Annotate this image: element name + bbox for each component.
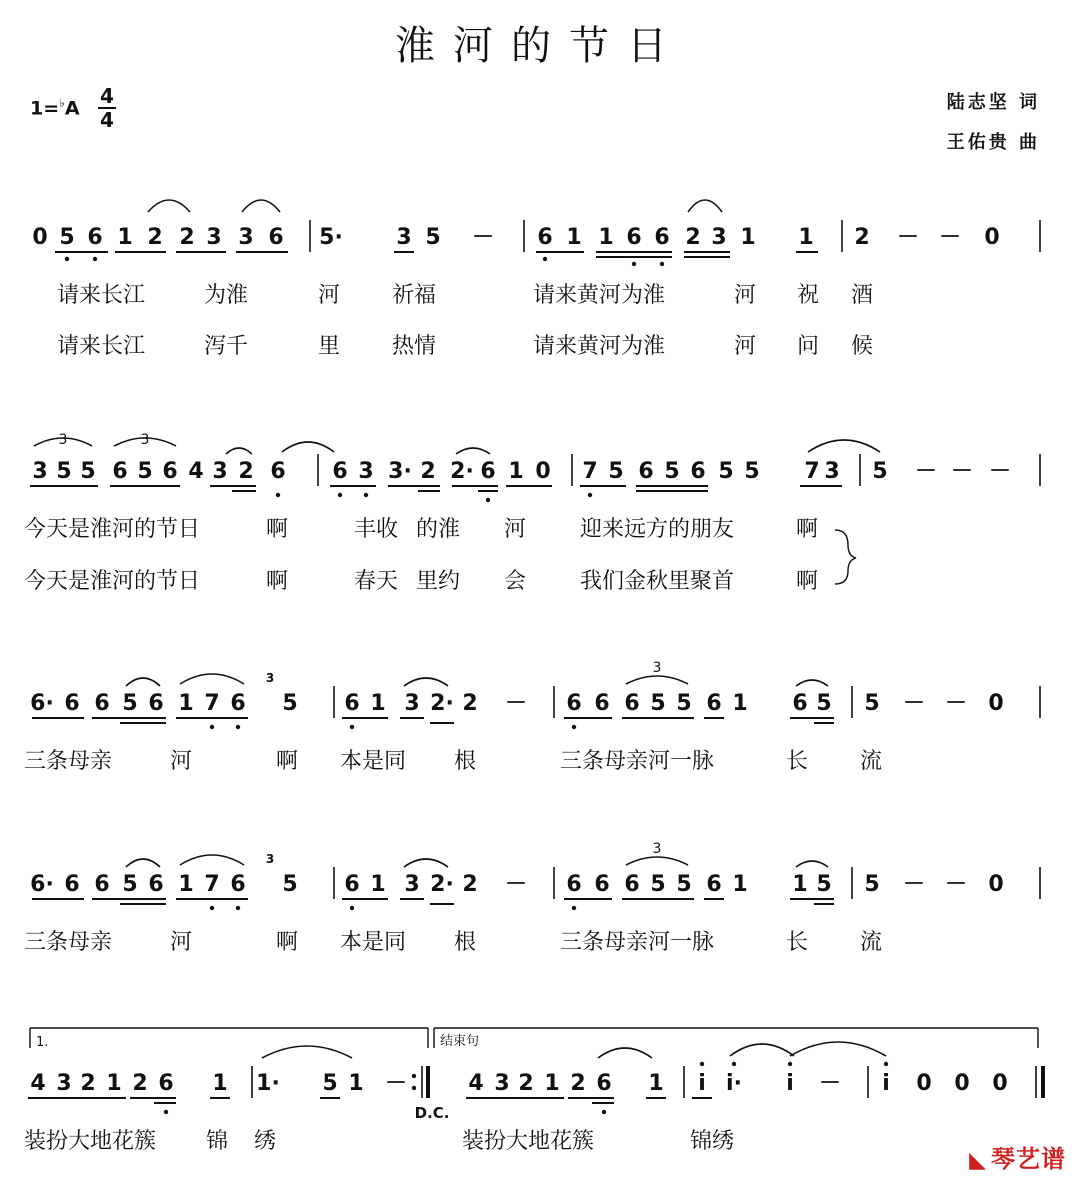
row5-m5-note: 0 <box>954 1071 970 1096</box>
row2-m1-note: 5 <box>56 459 72 484</box>
row5-m5-note: 0 <box>992 1071 1008 1096</box>
row3-m3-note: 6 <box>624 691 640 716</box>
row1-verse2-lyric: 请来长江 <box>57 334 146 359</box>
row4-lyrics-lyric: 本是同 <box>340 930 407 955</box>
row4-low-dot <box>350 906 354 910</box>
row1-m4-note: － <box>896 225 920 250</box>
row1-low-dot <box>632 262 636 266</box>
time-denominator: 4 <box>100 108 114 132</box>
row4-m1-note: 1 <box>178 872 194 897</box>
row3-m3-note: 6 <box>706 691 722 716</box>
row5-m3-note: 3 <box>494 1071 510 1096</box>
row4-m3-note: 6 <box>624 872 640 897</box>
logo-icon: ◣ <box>969 1148 987 1173</box>
row2-verse2-lyric: 我们金秋里聚首 <box>580 569 735 594</box>
row2-triplet-mark: 3 <box>58 432 68 448</box>
row4-m3-note: 6 <box>594 872 610 897</box>
row2-m1-note: 6 <box>270 459 286 484</box>
row1-m1-note: 2 <box>179 225 195 250</box>
row5-m1-note: 4 <box>30 1071 46 1096</box>
logo-text: 琴艺谱 <box>991 1145 1066 1173</box>
row4-m1-note: 6 <box>230 872 246 897</box>
row3-m1-note: 5 <box>282 691 298 716</box>
flat-sign: ♭ <box>59 96 65 110</box>
row3-m2-note: 6 <box>344 691 360 716</box>
row4-lyrics-lyric: 流 <box>860 930 883 955</box>
row5-m4-note: － <box>818 1071 842 1096</box>
row2-verse1-lyric: 啊 <box>266 517 289 542</box>
row2-m4-note: － <box>950 459 974 484</box>
row4-triplet-mark: 3 <box>652 841 662 857</box>
row2-verse1-lyric: 啊 <box>796 517 819 542</box>
row4-m3-note: 5 <box>676 872 692 897</box>
row3-m3-note: 6 <box>792 691 808 716</box>
row2-verse2-lyric: 啊 <box>796 569 819 594</box>
row2-m2-note: 0 <box>535 459 551 484</box>
row3-lyrics-lyric: 啊 <box>276 749 299 774</box>
row1-verse2-lyric: 热情 <box>392 334 437 359</box>
row4-m3-note: 1 <box>732 872 748 897</box>
row2-slur <box>456 448 490 454</box>
composer-credit: 王佑贵 曲 <box>946 132 1040 153</box>
row1-m1-note: 3 <box>206 225 222 250</box>
row1-m2-note: 5· <box>319 225 343 250</box>
row4-low-dot <box>210 906 214 910</box>
row1-m3-note: 1 <box>740 225 756 250</box>
row4-m4-note: － <box>902 872 926 897</box>
row2-m4-note: 5 <box>872 459 888 484</box>
row5-m2-note: － <box>384 1071 408 1096</box>
row3-slur <box>404 678 448 686</box>
row5-high-dot <box>732 1062 736 1066</box>
row2-m3-note: 7 <box>582 459 598 484</box>
row5-m3-note: 1 <box>544 1071 560 1096</box>
row1-m2-note: － <box>471 225 495 250</box>
row4-m2-note: 2 <box>462 872 478 897</box>
row3-m3-note: 5 <box>816 691 832 716</box>
row5-m3-note: 1 <box>648 1071 664 1096</box>
row3-m4-note: － <box>944 691 968 716</box>
row3-m4-note: － <box>902 691 926 716</box>
row5-high-dot <box>788 1062 792 1066</box>
row2-low-dot <box>588 493 592 497</box>
row1-verse1-lyric: 请来黄河为淮 <box>533 283 666 308</box>
key-tonic: A <box>64 97 80 120</box>
row4-m1-note: 7 <box>204 872 220 897</box>
row2-m3-note: 5 <box>744 459 760 484</box>
row2-m3-note: 5 <box>664 459 680 484</box>
row4-triplet-slur <box>626 857 688 865</box>
row2-m1-note: 6 <box>162 459 178 484</box>
row3-low-dot <box>350 725 354 729</box>
row2-m4-note: － <box>988 459 1012 484</box>
verse-brace <box>835 530 856 584</box>
row5-m1-note: 1 <box>106 1071 122 1096</box>
row4-m4-note: 0 <box>988 872 1004 897</box>
row3-lyrics-lyric: 河 <box>170 749 193 774</box>
row4-m3-note: 6 <box>706 872 722 897</box>
row1-m1-note: 1 <box>117 225 133 250</box>
row4-group <box>24 841 1040 955</box>
row5-lyrics-lyric: 锦绣 <box>690 1129 735 1154</box>
row2-m3-note: 6 <box>638 459 654 484</box>
row4-m1-note: 6 <box>64 872 80 897</box>
row3-low-dot <box>572 725 576 729</box>
row4-slur <box>126 859 160 867</box>
row4-lyrics-lyric: 三条母亲河一脉 <box>560 930 715 955</box>
row3-m4-note: 5 <box>864 691 880 716</box>
row2-slur <box>282 442 334 452</box>
row2-m4-note: － <box>914 459 938 484</box>
row1-verse1-lyric: 河 <box>734 283 757 308</box>
row3-lyrics-lyric: 三条母亲河一脉 <box>560 749 715 774</box>
row3-m3-note: 6 <box>594 691 610 716</box>
row1-verse2-lyric: 问 <box>797 334 820 359</box>
row5-high-dot <box>884 1062 888 1066</box>
song-title: 淮河的节日 <box>395 23 685 69</box>
row3-m1-note: 6 <box>94 691 110 716</box>
row3-lyrics-lyric: 长 <box>786 749 809 774</box>
row1-m1-note: 5 <box>59 225 75 250</box>
row5-m1-note: 2 <box>80 1071 96 1096</box>
row2-verse2-lyric: 里约 <box>416 569 461 594</box>
row4-m4-note: 5 <box>864 872 880 897</box>
row1-m1-note: 6 <box>268 225 284 250</box>
row5-slur <box>262 1046 352 1058</box>
row5-m4-note: i <box>786 1071 794 1096</box>
row1-verse1-lyric: 为淮 <box>204 283 249 308</box>
row5-m5-note: 0 <box>916 1071 932 1096</box>
row4-lyrics-lyric: 啊 <box>276 930 299 955</box>
row4-m3-note: 5 <box>650 872 666 897</box>
row3-slur <box>796 680 828 686</box>
row4-m3-note: 6 <box>566 872 582 897</box>
row1-m3-note: 6 <box>537 225 553 250</box>
row4-m3-note: 1 <box>792 872 808 897</box>
row5-lyrics-lyric: 装扮大地花簇 <box>462 1129 595 1154</box>
row1-m1-note: 6 <box>87 225 103 250</box>
row5-m3-note: 4 <box>468 1071 484 1096</box>
row3-triplet-mark: 3 <box>652 660 662 676</box>
row5-lyrics-lyric: 装扮大地花簇 <box>24 1129 157 1154</box>
row4-m2-note: 2· <box>430 872 454 897</box>
row1-verse1-lyric: 酒 <box>851 283 874 308</box>
row4-low-dot <box>572 906 576 910</box>
row1-verse2-lyric: 请来黄河为淮 <box>533 334 666 359</box>
row3-m3-note: 6 <box>566 691 582 716</box>
row2-m1-note: 3 <box>212 459 228 484</box>
row2-verse1-lyric: 今天是淮河的节日 <box>24 517 201 542</box>
row1-m1-note: 3 <box>238 225 254 250</box>
row3-m3-note: 1 <box>732 691 748 716</box>
row3-m1-note: 6 <box>230 691 246 716</box>
row2-low-dot <box>338 493 342 497</box>
row1-slur <box>242 200 280 212</box>
row5-m2-note: 1· <box>256 1071 280 1096</box>
row4-m1-note: 6 <box>148 872 164 897</box>
key-prefix: 1= <box>30 97 60 120</box>
row3-lyrics-lyric: 本是同 <box>340 749 407 774</box>
row1-low-dot <box>65 257 69 261</box>
row4-m2-note: 6 <box>344 872 360 897</box>
row2-m2-note: 3 <box>358 459 374 484</box>
row1-verse2-lyric: 河 <box>734 334 757 359</box>
row1-m3-note: 6 <box>654 225 670 250</box>
row1-verse2-lyric: 候 <box>851 334 874 359</box>
volta-2-label: 结束句 <box>440 1034 480 1049</box>
row1-verse1-lyric: 河 <box>318 283 341 308</box>
row2-m1-note: 2 <box>238 459 254 484</box>
row4-grace-note: 3 <box>265 852 275 866</box>
row2-m2-note: 3· <box>388 459 412 484</box>
row2-m3-note: 6 <box>690 459 706 484</box>
row3-m1-note: 6· <box>30 691 54 716</box>
row4-m2-note: 3 <box>404 872 420 897</box>
row5-low-dot <box>602 1110 606 1114</box>
row5-lyrics-lyric: 绣 <box>254 1129 277 1154</box>
row1-m3-note: 3 <box>711 225 727 250</box>
row2-low-dot <box>276 493 280 497</box>
row3-low-dot <box>236 725 240 729</box>
row3-grace-note: 3 <box>265 671 275 685</box>
row2-m2-note: 1 <box>508 459 524 484</box>
row2-low-dot <box>364 493 368 497</box>
row2-m2-note: 2 <box>420 459 436 484</box>
row5-m2-note: 5 <box>322 1071 338 1096</box>
row4-lyrics-lyric: 根 <box>454 930 477 955</box>
row3-m2-note: 3 <box>404 691 420 716</box>
row5-slur <box>790 1042 886 1056</box>
row4-m1-note: 5 <box>122 872 138 897</box>
row2-triplet-mark: 3 <box>140 432 150 448</box>
row1-slur <box>148 200 190 212</box>
row2-m1-note: 5 <box>80 459 96 484</box>
row1-m3-note: 1 <box>798 225 814 250</box>
row2-verse2-lyric: 春天 <box>354 569 399 594</box>
row5-m3-note: 2 <box>518 1071 534 1096</box>
row1-verse2-lyric: 里 <box>318 334 341 359</box>
row2-m3-note: 5 <box>718 459 734 484</box>
dc-marking: D.C. <box>414 1104 450 1122</box>
row5-m3-note: 6 <box>596 1071 612 1096</box>
row4-slur <box>404 859 448 867</box>
row5-high-dot <box>700 1062 704 1066</box>
row2-m3-note: 7 <box>804 459 820 484</box>
site-logo <box>969 1139 1066 1174</box>
row4-low-dot <box>236 906 240 910</box>
row1-verse1-lyric: 祝 <box>797 283 820 308</box>
row2-verse2-lyric: 会 <box>504 569 527 594</box>
row2-m2-note: 6 <box>480 459 496 484</box>
row1-low-dot <box>660 262 664 266</box>
row5-m1-note: 1 <box>212 1071 228 1096</box>
row5-m1-note: 3 <box>56 1071 72 1096</box>
row4-lyrics-lyric: 长 <box>786 930 809 955</box>
row4-slur <box>796 861 828 867</box>
row5-slur <box>598 1048 652 1058</box>
row3-m1-note: 6 <box>64 691 80 716</box>
row2-low-dot <box>486 498 490 502</box>
row2-m1-note: 5 <box>137 459 153 484</box>
row5-m2-note: 1 <box>348 1071 364 1096</box>
row3-m3-note: 5 <box>650 691 666 716</box>
row5-m1-note: 6 <box>158 1071 174 1096</box>
row4-slur <box>180 855 244 865</box>
row5-lyrics-lyric: 锦 <box>206 1129 229 1154</box>
row2-verse1-lyric: 的淮 <box>416 517 461 542</box>
row4-m2-note: － <box>504 872 528 897</box>
row1-m3-note: 1 <box>566 225 582 250</box>
row3-low-dot <box>210 725 214 729</box>
row3-m1-note: 1 <box>178 691 194 716</box>
row4-lyrics-lyric: 河 <box>170 930 193 955</box>
row3-m1-note: 7 <box>204 691 220 716</box>
row3-lyrics-lyric: 三条母亲 <box>24 749 113 774</box>
row2-verse2-lyric: 啊 <box>266 569 289 594</box>
row3-m4-note: 0 <box>988 691 1004 716</box>
row2-m2-note: 2· <box>450 459 474 484</box>
row2-slur <box>226 448 252 454</box>
row1-m4-note: 0 <box>984 225 1000 250</box>
row3-m1-note: 6 <box>148 691 164 716</box>
row3-m2-note: 1 <box>370 691 386 716</box>
row2-m1-note: 3 <box>32 459 48 484</box>
row3-m2-note: － <box>504 691 528 716</box>
row4-m4-note: － <box>944 872 968 897</box>
volta-1-label: 1. <box>36 1035 49 1050</box>
row3-slur <box>126 678 160 686</box>
row2-slur <box>808 440 880 452</box>
row4-m1-note: 5 <box>282 872 298 897</box>
repeat-dot <box>412 1074 416 1078</box>
row5-m4-note: i <box>698 1071 706 1096</box>
row2-m2-note: 6 <box>332 459 348 484</box>
row3-m3-note: 5 <box>676 691 692 716</box>
row2-verse1-lyric: 丰收 <box>354 517 399 542</box>
row1-m4-note: 2 <box>854 225 870 250</box>
row1-slur <box>688 200 722 212</box>
row1-m1-note: 0 <box>32 225 48 250</box>
row1-m3-note: 2 <box>685 225 701 250</box>
row4-lyrics-lyric: 三条母亲 <box>24 930 113 955</box>
row1-low-dot <box>543 257 547 261</box>
repeat-dot <box>412 1086 416 1090</box>
row2-verse1-lyric: 河 <box>504 517 527 542</box>
row3-m1-note: 5 <box>122 691 138 716</box>
row2-verse1-lyric: 迎来远方的朋友 <box>580 517 735 542</box>
row3-lyrics-lyric: 根 <box>454 749 477 774</box>
row1-verse1-lyric: 祈福 <box>392 283 437 308</box>
row3-slur <box>180 674 244 684</box>
row2-m3-note: 3 <box>824 459 840 484</box>
row3-m2-note: 2· <box>430 691 454 716</box>
row5-m4-note: i· <box>726 1071 742 1096</box>
row5-m5-note: i <box>882 1071 890 1096</box>
row1-m2-note: 3 <box>396 225 412 250</box>
row1-m3-note: 6 <box>626 225 642 250</box>
row1-m4-note: － <box>938 225 962 250</box>
row4-m1-note: 6 <box>94 872 110 897</box>
row1-m2-note: 5 <box>425 225 441 250</box>
row1-m1-note: 2 <box>147 225 163 250</box>
row1-verse1-lyric: 请来长江 <box>57 283 146 308</box>
row1-m3-note: 1 <box>598 225 614 250</box>
row3-m2-note: 2 <box>462 691 478 716</box>
row1-verse2-lyric: 泻千 <box>204 334 249 359</box>
row2-verse2-lyric: 今天是淮河的节日 <box>24 569 201 594</box>
row4-m2-note: 1 <box>370 872 386 897</box>
row2-m1-note: 6 <box>112 459 128 484</box>
time-numerator: 4 <box>100 84 114 108</box>
row3-lyrics-lyric: 流 <box>860 749 883 774</box>
row5-m1-note: 2 <box>132 1071 148 1096</box>
row2-m1-note: 4 <box>188 459 204 484</box>
row2-m3-note: 5 <box>608 459 624 484</box>
row5-low-dot <box>164 1110 168 1114</box>
row3-triplet-slur <box>626 676 688 684</box>
lyricist-credit: 陆志坚 词 <box>946 92 1040 113</box>
row5-m3-note: 2 <box>570 1071 586 1096</box>
row5-slur <box>730 1044 794 1056</box>
row4-m3-note: 5 <box>816 872 832 897</box>
row4-m1-note: 6· <box>30 872 54 897</box>
row1-low-dot <box>93 257 97 261</box>
